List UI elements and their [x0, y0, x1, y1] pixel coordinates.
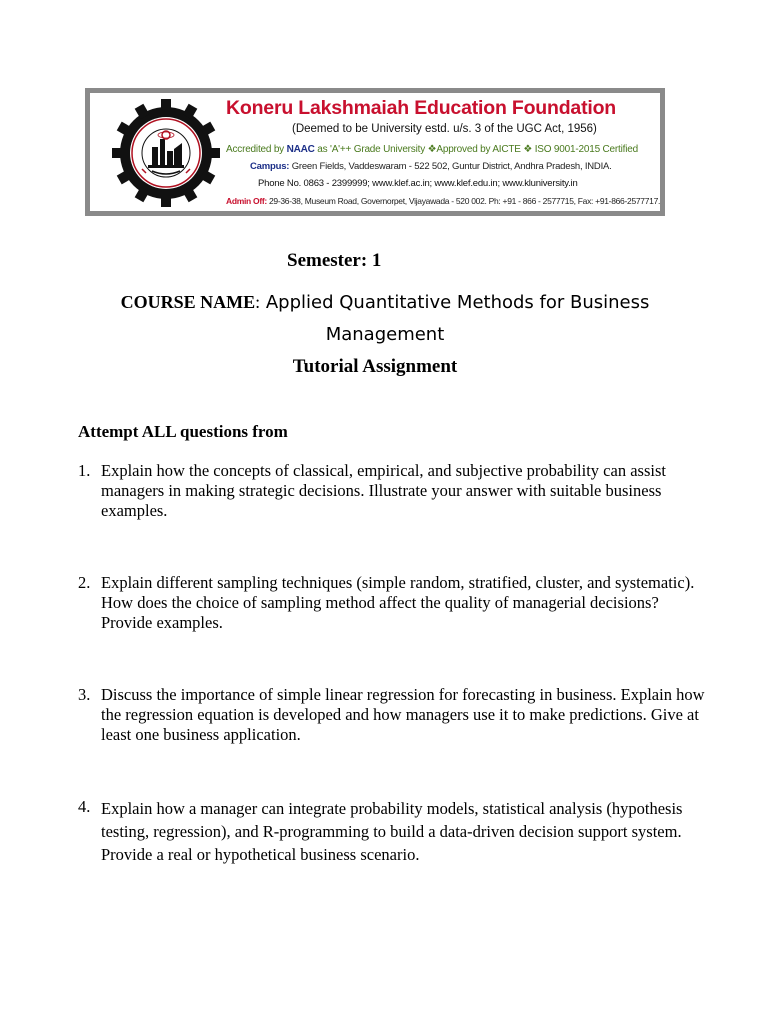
deemed-university-note: (Deemed to be University estd. u/s. 3 of the UGC Act, 1956)	[292, 123, 597, 135]
contact-line: Phone No. 0863 - 2399999; www.klef.ac.in; www.klef.edu.in; www.kluniversity.in	[258, 178, 578, 189]
institution-banner	[85, 88, 665, 216]
course-name-value: Applied Quantitative Methods for Business Management	[260, 292, 650, 345]
admin-text: 29-36-38, Museum Road, Governorpet, Vijayawada - 520 002. Ph: +91 - 866 - 2577715, Fax: +91-866-2577717.	[266, 196, 661, 206]
tutorial-assignment-heading: Tutorial Assignment	[292, 356, 458, 377]
university-seal-logo	[112, 99, 220, 207]
aicte-text: ❖Approved by AICTE	[427, 144, 524, 155]
question-text: Explain how a manager can integrate probability models, statistical analysis (hypothesis testing, regression), and R-programming to build a data-driven decision support system. Provide a real or hypothetical business scenario.	[101, 799, 683, 864]
question-number: 3.	[78, 685, 91, 704]
iso-text: ❖ ISO 9001-2015 Certified	[523, 144, 638, 155]
question-item	[78, 573, 708, 633]
admin-office-address	[226, 196, 660, 206]
grade-text: as 'A'++ Grade University	[314, 144, 428, 155]
question-number: 1.	[78, 461, 91, 480]
course-name-colon: :	[255, 292, 261, 312]
question-item	[78, 797, 708, 866]
semester-heading: Semester: 1	[287, 250, 382, 271]
question-text: Explain how the concepts of classical, empirical, and subjective probability can assist managers in making strategic decisions. Illustrate your answer with suitable business examples.	[101, 461, 666, 520]
campus-text: Green Fields, Vaddeswaram - 522 502, Guntur District, Andhra Pradesh, INDIA.	[289, 161, 612, 172]
question-item	[78, 461, 708, 521]
question-text: Explain different sampling techniques (simple random, stratified, cluster, and systematic). How does the choice of sampling method affect the quality of managerial decisions? Provide examples.	[101, 573, 695, 632]
naac-text: NAAC	[286, 144, 315, 155]
campus-label: Campus:	[250, 161, 290, 172]
question-number: 2.	[78, 573, 91, 592]
campus-address	[250, 161, 612, 172]
admin-label: Admin Off:	[226, 196, 267, 206]
course-name-label: COURSE NAME	[120, 292, 256, 312]
question-text: Discuss the importance of simple linear regression for forecasting in business. Explain how the regression equation is developed and how managers use it to make predictions. Give at least one business application.	[101, 685, 705, 744]
question-number: 4.	[78, 797, 91, 816]
accreditation-line	[226, 144, 638, 155]
accreditation-prefix: Accredited by	[226, 144, 287, 155]
question-item	[78, 685, 708, 745]
course-name-heading	[80, 287, 690, 351]
instructions: Attempt ALL questions from	[78, 422, 288, 441]
institution-name: Koneru Lakshmaiah Education Foundation	[226, 97, 617, 119]
